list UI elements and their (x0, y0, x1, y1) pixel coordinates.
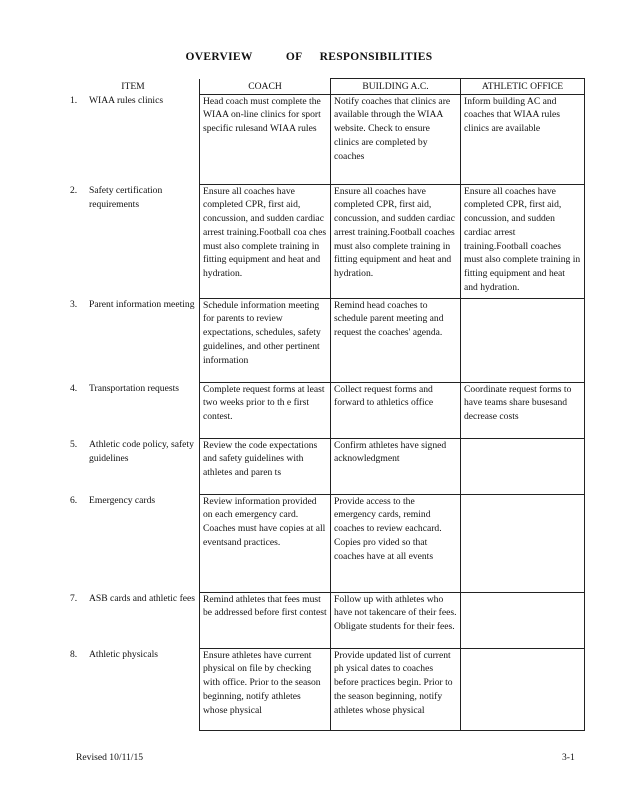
coach-cell: Review information provided on each emergency card. Coaches must have copies at all eventsand practices. (200, 494, 331, 592)
coach-cell: Ensure all coaches have completed CPR, first aid, concussion, and sudden cardiac arrest training.Football coa ches must also complete training in fitting equipment and heat and hydration. (200, 184, 331, 298)
item-cell (67, 94, 200, 184)
building-ac-cell: Provide access to the emergency cards, remind coaches to review eachcard. Copies pro vided so that coaches have at all events (331, 494, 461, 592)
item-number: 5. (70, 439, 78, 451)
athletic-office-cell (461, 494, 585, 592)
page-title (0, 51, 618, 63)
building-ac-cell: Follow up with athletes who have not takencare of their fees. Obligate students for their fees. (331, 592, 461, 648)
athletic-office-cell: Ensure all coaches have completed CPR, first aid, concussion, and sudden cardiac arrest training.Football coaches must also complete training in fitting equipment and heat and hydration. (461, 184, 585, 298)
athletic-office-cell (461, 648, 585, 730)
header-coach: COACH (200, 79, 331, 95)
building-ac-cell: Remind head coaches to schedule parent meeting and request the coaches' agenda. (331, 298, 461, 382)
building-ac-cell: Ensure all coaches have completed CPR, first aid, concussion, and sudden cardiac arrest training.Football coaches must also complete training in fitting equipment and heat and hydration. (331, 184, 461, 298)
table-row (67, 592, 585, 648)
table-header-row (67, 79, 585, 95)
coach-cell: Ensure athletes have current physical on file by checking with office. Prior to the season beginning, notify athletes whose physical (200, 648, 331, 730)
title-word-responsibilities: RESPONSIBILITIES (319, 51, 433, 63)
item-cell (67, 494, 200, 592)
building-ac-cell: Provide updated list of current ph ysical dates to coaches before practices begin. Prior to the season beginning, notify athletes whose physical (331, 648, 461, 730)
item-number: 4. (70, 383, 78, 395)
coach-cell: Review the code expectations and safety guidelines with athletes and paren ts (200, 438, 331, 494)
item-cell (67, 592, 200, 648)
table-row (67, 94, 585, 184)
table-row (67, 438, 585, 494)
coach-cell: Head coach must complete the WIAA on-line clinics for sport specific rulesand WIAA rules (200, 94, 331, 184)
item-number: 6. (70, 495, 78, 507)
revised-date: Revised 10/11/15 (76, 752, 144, 763)
responsibilities-table (67, 78, 585, 731)
item-text: Athletic physicals (89, 649, 159, 661)
item-text: Transportation requests (89, 383, 179, 395)
athletic-office-cell (461, 438, 585, 494)
building-ac-cell: Collect request forms and forward to athletics office (331, 382, 461, 438)
table-row (67, 382, 585, 438)
header-athletic-office: ATHLETIC OFFICE (461, 79, 585, 95)
item-number: 3. (70, 299, 78, 311)
item-text: Emergency cards (89, 495, 156, 507)
item-cell (67, 438, 200, 494)
header-item: ITEM (121, 80, 145, 92)
coach-cell: Complete request forms at least two weeks prior to th e first contest. (200, 382, 331, 438)
coach-cell: Remind athletes that fees must be addressed before first contest (200, 592, 331, 648)
item-number: 8. (70, 649, 78, 661)
item-text: Parent information meeting (89, 299, 195, 311)
item-number: 2. (70, 185, 78, 197)
athletic-office-cell (461, 298, 585, 382)
item-text: WIAA rules clinics (89, 95, 164, 107)
item-cell (67, 298, 200, 382)
item-cell (67, 382, 200, 438)
item-text: Athletic code policy, safety guidelines (89, 439, 194, 464)
title-word-of: OF (285, 51, 303, 63)
page-number: 3-1 (562, 752, 575, 763)
header-building-ac: BUILDING A.C. (331, 79, 461, 95)
table-row (67, 298, 585, 382)
athletic-office-cell (461, 592, 585, 648)
building-ac-cell: Confirm athletes have signed acknowledgment (331, 438, 461, 494)
athletic-office-cell: Inform building AC and coaches that WIAA rules clinics are available (461, 94, 585, 184)
item-text: ASB cards and athletic fees (89, 593, 196, 605)
item-text: Safety certification requirements (89, 185, 163, 210)
table-row (67, 648, 585, 730)
title-word-overview: OVERVIEW (185, 51, 253, 63)
building-ac-cell: Notify coaches that clinics are available through the WIAA website. Check to ensure clinics are completed by coaches (331, 94, 461, 184)
item-number: 1. (70, 95, 78, 107)
table-row (67, 494, 585, 592)
athletic-office-cell: Coordinate request forms to have teams share busesand decrease costs (461, 382, 585, 438)
item-cell (67, 184, 200, 298)
item-number: 7. (70, 593, 78, 605)
item-cell (67, 648, 200, 730)
table-row (67, 184, 585, 298)
coach-cell: Schedule information meeting for parents to review expectations, schedules, safety guidelines, and other pertinent information (200, 298, 331, 382)
